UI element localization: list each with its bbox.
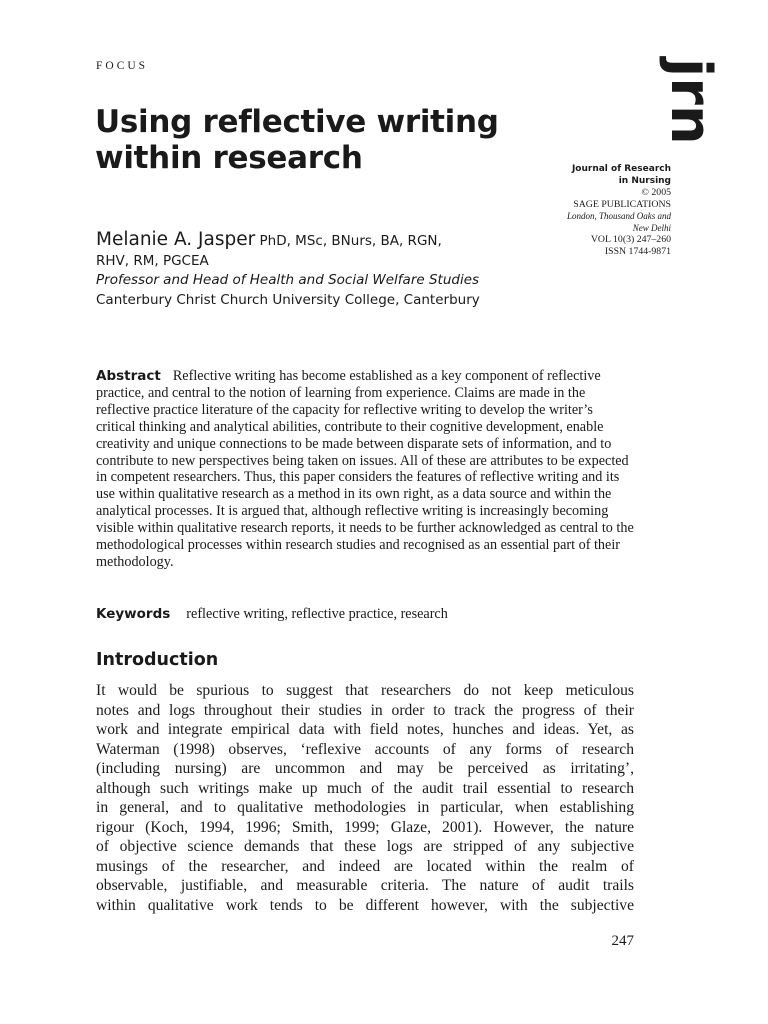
journal-issn: ISSN 1744-9871 [604,245,671,257]
body-line: of objective science demands that these logs are stripped of any subjective [96,838,634,855]
journal-copyright: © 2005 [641,187,671,199]
section-label: FOCUS [96,60,149,72]
abstract-text: Reflective writing has become established as a key component of reflective practice, and central to the notion of learning from experience. Claims are made in the reflective practice literature of the capacity for reflective writing to develop the writer’s critical thinking and analytical abilities, contribute to their cognitive development, enable creativity and unique connections to be made between disparate sets of information, and to contribute to new perspectives being taken on issues. All of these are attributes to be expected in competent researchers. Thus, this paper considers the features of reflective writing and its use within qualitative research as a method in its own right, as a data source and within the analytical processes. It is argued that, although reflective writing is increasingly becoming visible within qualitative research reports, it needs to be further acknowledged as central to the methodological processes within research studies and recognised as an essential part of their methodology. [96,368,634,570]
body-line: within qualitative work tends to be different however, with the subjective [96,896,634,914]
section-heading-introduction: Introduction [96,650,219,670]
author-credentials-2: RHV, RM, PGCEA [96,252,209,269]
journal-locations-line-2: New Delhi [632,222,671,233]
abstract-label: Abstract [96,368,161,384]
keywords [96,606,634,623]
journal-logo [612,56,723,156]
author-credentials-1: PhD, MSc, BNurs, BA, RGN, [259,233,442,249]
author-role: Professor and Head of Health and Social Welfare Studies [96,272,480,288]
body-line: (including nursing) are uncommon and may be perceived as irritating’, [96,760,634,777]
keywords-label: Keywords [96,606,171,622]
journal-locations-line-1: London, Thousand Oaks and [566,210,671,221]
keywords-text: reflective writing, reflective practice, research [186,606,448,622]
title-line-1: Using reflective writing [95,104,499,140]
page-number: 247 [611,933,634,949]
journal-volume: VOL 10(3) 247–260 [590,234,671,246]
author-line-1 [96,230,536,252]
body-line: although such writings make up much of the audit trail essential to research [96,779,634,797]
body-line: musings of the researcher, and indeed are located within the realm of [96,857,634,875]
body-line: rigour (Koch, 1994, 1996; Smith, 1999; Glaze, 2001). However, the nature [96,818,634,836]
body-line: It would be spurious to suggest that researchers do not keep meticulous [96,682,634,699]
author-name: Melanie A. Jasper [96,229,256,250]
body-line: observable, justifiable, and measurable criteria. The nature of audit trails [96,877,634,894]
author-block [96,230,536,310]
journal-logo-text: jrn [658,58,723,145]
body-line: in general, and to qualitative methodologies in particular, when establishing [96,799,634,816]
journal-publisher: SAGE PUBLICATIONS [573,199,671,211]
journal-name-line-1: Journal of Research [571,164,671,174]
journal-name-line-2: in Nursing [618,175,671,186]
body-line: notes and logs throughout their studies in order to track the progress of their [96,701,634,719]
body-line: work and integrate empirical data with field notes, hunches and ideas. Yet, as [96,721,634,738]
body-paragraph [96,681,634,915]
body-line: Waterman (1998) observes, ‘reflexive accounts of any forms of research [96,740,634,758]
abstract [96,368,634,571]
author-institution: Canterbury Christ Church University College, Canterbury [96,291,480,308]
article-title [95,104,515,176]
journal-info [520,164,671,258]
title-line-2: within research [95,140,363,176]
